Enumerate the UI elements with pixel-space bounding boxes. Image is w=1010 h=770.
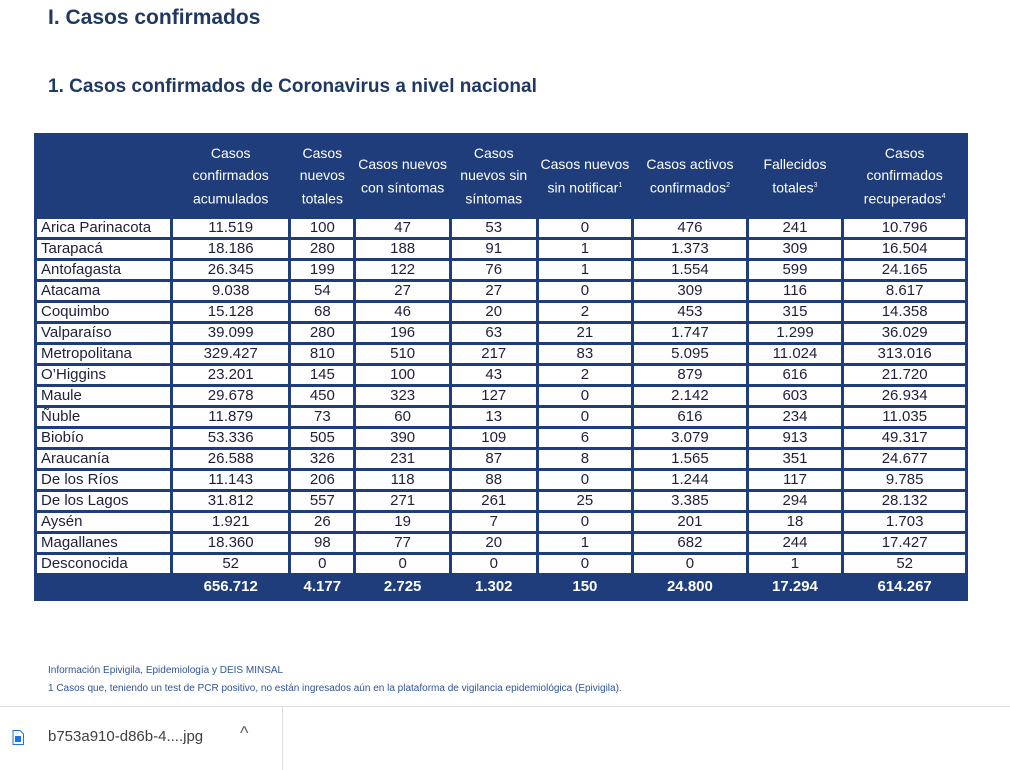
footnote-1: 1 Casos que, teniendo un test de PCR positivo, no están ingresados aún en la plataforma de vigilancia epidemiológica (Epivigila). [48, 683, 622, 694]
value-cell: 271 [356, 492, 449, 510]
value-cell: 127 [452, 387, 535, 405]
value-cell: 206 [291, 471, 353, 489]
header-cell: Fallecidos totales$^3$ [763, 156, 827, 196]
value-cell: 7 [452, 513, 535, 531]
header-cell: Casos confirmados acumulados [192, 145, 269, 207]
value-cell: 294 [749, 492, 842, 510]
value-cell: 234 [749, 408, 842, 426]
region-cell: Aysén [37, 513, 170, 531]
value-cell: 599 [749, 261, 842, 279]
region-cell: Atacama [37, 282, 170, 300]
value-cell: 1.299 [749, 324, 842, 342]
value-cell: 100 [291, 219, 353, 237]
table-row [37, 471, 965, 489]
total-cell: 614.267 [844, 576, 965, 598]
value-cell: 24.165 [844, 261, 965, 279]
totals-row [37, 576, 965, 598]
value-cell: 6 [539, 429, 632, 447]
table-row [37, 513, 965, 531]
table-row [37, 282, 965, 300]
table-row [37, 261, 965, 279]
value-cell: 122 [356, 261, 449, 279]
value-cell: 1.244 [634, 471, 745, 489]
table-row [37, 492, 965, 510]
value-cell: 1.373 [634, 240, 745, 258]
value-cell: 60 [356, 408, 449, 426]
value-cell: 21.720 [844, 366, 965, 384]
table-row [37, 387, 965, 405]
value-cell: 14.358 [844, 303, 965, 321]
value-cell: 1 [539, 534, 632, 552]
value-cell: 73 [291, 408, 353, 426]
region-cell: O’Higgins [37, 366, 170, 384]
region-cell: Arica Parinacota [37, 219, 170, 237]
table-row [37, 555, 965, 573]
table-row [37, 345, 965, 363]
value-cell: 11.519 [173, 219, 288, 237]
table-body [37, 219, 965, 598]
table-row [37, 240, 965, 258]
value-cell: 68 [291, 303, 353, 321]
source-note: Información Epivigila, Epidemiología y DEIS MINSAL [48, 665, 284, 676]
value-cell: 53 [452, 219, 535, 237]
chevron-up-icon[interactable]: ^ [240, 723, 249, 743]
value-cell: 77 [356, 534, 449, 552]
region-cell: Metropolitana [37, 345, 170, 363]
value-cell: 116 [749, 282, 842, 300]
value-cell: 26.345 [173, 261, 288, 279]
value-cell: 241 [749, 219, 842, 237]
value-cell: 43 [452, 366, 535, 384]
value-cell: 47 [356, 219, 449, 237]
region-cell: Ñuble [37, 408, 170, 426]
value-cell: 280 [291, 240, 353, 258]
value-cell: 8.617 [844, 282, 965, 300]
value-cell: 231 [356, 450, 449, 468]
download-bar [0, 706, 1010, 770]
download-item[interactable] [0, 707, 283, 770]
value-cell: 450 [291, 387, 353, 405]
value-cell: 1.921 [173, 513, 288, 531]
value-cell: 244 [749, 534, 842, 552]
value-cell: 27 [356, 282, 449, 300]
value-cell: 26.934 [844, 387, 965, 405]
value-cell: 557 [291, 492, 353, 510]
table-row [37, 219, 965, 237]
value-cell: 109 [452, 429, 535, 447]
value-cell: 1.554 [634, 261, 745, 279]
table-row [37, 429, 965, 447]
value-cell: 11.035 [844, 408, 965, 426]
total-cell: 4.177 [291, 576, 353, 598]
region-cell: Coquimbo [37, 303, 170, 321]
header-cell: Casos nuevos sin notificar$^1$ [540, 156, 630, 196]
value-cell: 36.029 [844, 324, 965, 342]
value-cell: 0 [634, 555, 745, 573]
value-cell: 315 [749, 303, 842, 321]
total-cell: 1.302 [452, 576, 535, 598]
value-cell: 390 [356, 429, 449, 447]
total-cell: 150 [539, 576, 632, 598]
value-cell: 603 [749, 387, 842, 405]
value-cell: 87 [452, 450, 535, 468]
value-cell: 18.360 [173, 534, 288, 552]
value-cell: 27 [452, 282, 535, 300]
value-cell: 453 [634, 303, 745, 321]
value-cell: 28.132 [844, 492, 965, 510]
value-cell: 0 [539, 513, 632, 531]
value-cell: 201 [634, 513, 745, 531]
value-cell: 18.186 [173, 240, 288, 258]
value-cell: 54 [291, 282, 353, 300]
value-cell: 145 [291, 366, 353, 384]
value-cell: 280 [291, 324, 353, 342]
value-cell: 26.588 [173, 450, 288, 468]
value-cell: 91 [452, 240, 535, 258]
value-cell: 26 [291, 513, 353, 531]
value-cell: 52 [844, 555, 965, 573]
value-cell: 476 [634, 219, 745, 237]
value-cell: 23.201 [173, 366, 288, 384]
value-cell: 29.678 [173, 387, 288, 405]
value-cell: 505 [291, 429, 353, 447]
subsection-heading: 1. Casos confirmados de Coronavirus a nivel nacional [48, 76, 537, 97]
table-header-row [37, 136, 965, 216]
header-cell: Casos activos confirmados$^2$ [646, 156, 734, 196]
value-cell: 118 [356, 471, 449, 489]
value-cell: 18 [749, 513, 842, 531]
value-cell: 323 [356, 387, 449, 405]
value-cell: 10.796 [844, 219, 965, 237]
value-cell: 1 [539, 261, 632, 279]
value-cell: 309 [634, 282, 745, 300]
value-cell: 98 [291, 534, 353, 552]
table-row [37, 408, 965, 426]
value-cell: 88 [452, 471, 535, 489]
value-cell: 49.317 [844, 429, 965, 447]
value-cell: 5.095 [634, 345, 745, 363]
cases-table [34, 133, 968, 601]
value-cell: 510 [356, 345, 449, 363]
value-cell: 76 [452, 261, 535, 279]
table-row [37, 324, 965, 342]
value-cell: 24.677 [844, 450, 965, 468]
value-cell: 0 [291, 555, 353, 573]
value-cell: 1 [749, 555, 842, 573]
value-cell: 0 [539, 471, 632, 489]
table-row [37, 366, 965, 384]
region-cell: Biobío [37, 429, 170, 447]
value-cell: 0 [452, 555, 535, 573]
value-cell: 1 [539, 240, 632, 258]
value-cell: 0 [539, 387, 632, 405]
value-cell: 21 [539, 324, 632, 342]
value-cell: 2 [539, 303, 632, 321]
value-cell: 0 [539, 282, 632, 300]
value-cell: 1.747 [634, 324, 745, 342]
region-cell: Maule [37, 387, 170, 405]
region-cell: Antofagasta [37, 261, 170, 279]
value-cell: 20 [452, 534, 535, 552]
region-cell: Tarapacá [37, 240, 170, 258]
image-file-icon [12, 730, 24, 745]
value-cell: 1.703 [844, 513, 965, 531]
value-cell: 0 [539, 219, 632, 237]
download-file-name[interactable]: b753a910-d86b-4....jpg [48, 728, 204, 745]
section-heading: I. Casos confirmados [48, 6, 261, 29]
value-cell: 100 [356, 366, 449, 384]
value-cell: 31.812 [173, 492, 288, 510]
value-cell: 39.099 [173, 324, 288, 342]
value-cell: 913 [749, 429, 842, 447]
value-cell: 19 [356, 513, 449, 531]
value-cell: 329.427 [173, 345, 288, 363]
region-cell: Araucanía [37, 450, 170, 468]
total-cell: 656.712 [173, 576, 288, 598]
value-cell: 52 [173, 555, 288, 573]
region-cell: De los Lagos [37, 492, 170, 510]
region-cell: Desconocida [37, 555, 170, 573]
value-cell: 313.016 [844, 345, 965, 363]
region-cell: De los Ríos [37, 471, 170, 489]
header-cell: Casos nuevos con síntomas [358, 156, 447, 196]
value-cell: 261 [452, 492, 535, 510]
value-cell: 53.336 [173, 429, 288, 447]
value-cell: 217 [452, 345, 535, 363]
value-cell: 2 [539, 366, 632, 384]
value-cell: 682 [634, 534, 745, 552]
region-cell: Magallanes [37, 534, 170, 552]
value-cell: 1.565 [634, 450, 745, 468]
table-row [37, 303, 965, 321]
value-cell: 11.143 [173, 471, 288, 489]
table-row [37, 450, 965, 468]
header-cell: Casos confirmados recuperados$^4$ [863, 145, 946, 207]
region-cell: Valparaíso [37, 324, 170, 342]
header-region [37, 136, 170, 216]
value-cell: 326 [291, 450, 353, 468]
value-cell: 15.128 [173, 303, 288, 321]
value-cell: 3.079 [634, 429, 745, 447]
value-cell: 879 [634, 366, 745, 384]
value-cell: 3.385 [634, 492, 745, 510]
value-cell: 188 [356, 240, 449, 258]
value-cell: 16.504 [844, 240, 965, 258]
totals-label-cell [37, 576, 170, 598]
value-cell: 20 [452, 303, 535, 321]
value-cell: 309 [749, 240, 842, 258]
value-cell: 8 [539, 450, 632, 468]
value-cell: 46 [356, 303, 449, 321]
value-cell: 810 [291, 345, 353, 363]
header-cell: Casos nuevos totales [299, 145, 345, 207]
value-cell: 0 [356, 555, 449, 573]
value-cell: 83 [539, 345, 632, 363]
total-cell: 17.294 [749, 576, 842, 598]
value-cell: 11.024 [749, 345, 842, 363]
total-cell: 24.800 [634, 576, 745, 598]
header-cell: Casos nuevos sin síntomas [460, 145, 528, 207]
value-cell: 0 [539, 555, 632, 573]
value-cell: 0 [539, 408, 632, 426]
value-cell: 196 [356, 324, 449, 342]
value-cell: 199 [291, 261, 353, 279]
value-cell: 9.038 [173, 282, 288, 300]
value-cell: 63 [452, 324, 535, 342]
value-cell: 17.427 [844, 534, 965, 552]
value-cell: 351 [749, 450, 842, 468]
total-cell: 2.725 [356, 576, 449, 598]
value-cell: 616 [634, 408, 745, 426]
value-cell: 11.879 [173, 408, 288, 426]
value-cell: 2.142 [634, 387, 745, 405]
table-row [37, 534, 965, 552]
value-cell: 13 [452, 408, 535, 426]
value-cell: 25 [539, 492, 632, 510]
value-cell: 117 [749, 471, 842, 489]
value-cell: 616 [749, 366, 842, 384]
value-cell: 9.785 [844, 471, 965, 489]
